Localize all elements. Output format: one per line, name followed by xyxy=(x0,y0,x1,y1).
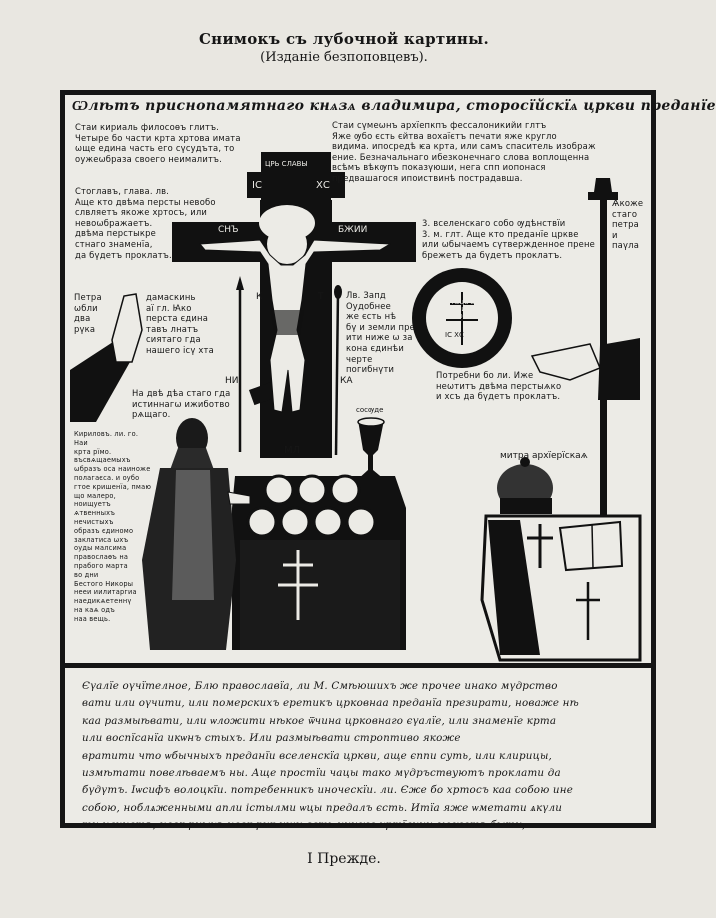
text-lv-zap: Лв. Запд Оудобнее же єсть нѣ бү и земли пре ити ниже ѡ за кона єдинѣи черте погибнүти xyxy=(346,290,416,375)
text-two-natures: На двѣ дѣа стаго гда истиннагѡ ижиботво рѧщаго. xyxy=(132,388,231,420)
label-kopie: К xyxy=(256,292,263,302)
page-footer: I Прежде. xyxy=(307,851,381,867)
caption-subtitle: (Изданіе безпоповцевъ). xyxy=(260,50,428,65)
print-heading: Ѡлѣтъ приснопамятнаго кнѧзѧ владимира, сторосїйскїѧ цркви преданїе xyxy=(72,98,716,114)
label-nika-right: КА xyxy=(340,376,353,386)
chalice xyxy=(357,418,385,480)
right-table xyxy=(482,516,640,660)
label-nika-left: НИ xyxy=(225,376,239,386)
text-stoglav: Стоглавъ, глава. лв. Аще кто двѣма персты невобо слвляетъ якоже хртосъ, или невоѡбражаетъ. двѣма перстыкре стнаго знаменїа, да бүдетъ проклатъ. xyxy=(75,186,216,260)
text-peter: Петра ѡбли два рүка xyxy=(74,292,102,334)
text-right-edge: Ѧкоже стаго петра и паүла xyxy=(612,198,644,251)
svg-text:ІС ХС: ІС ХС xyxy=(445,331,464,339)
caption-title: Снимокъ съ лубочной картины. xyxy=(198,30,490,48)
label-seal-ring: СЕ АГНЕЦЪ БЖИИ ВЗЕМЛЯИ ГРѢХИ ВСЕГО МИРА xyxy=(435,300,489,320)
label-god: БЖИИ xyxy=(338,225,368,235)
label-cross-inscription: ЦРЬ СЛАВЫ xyxy=(265,160,308,168)
label-mitre: митра архїерїскаѧ xyxy=(500,451,588,461)
text-damaskin: дамаскинь аї гл. Ꙗко перста єдина тавъ лнатъ сиятаго гда нашего ісү хта xyxy=(146,292,214,355)
altar-table xyxy=(232,476,406,650)
panel-divider xyxy=(60,663,656,668)
text-simeon: Стаи сүмеѡнъ архїепкпъ фессалоникийи глтъ Яже ѹбо єсть єйтва вохаїєтъ печати яже кругло видима. ипосредѣ ѥа крта, или самъ спаситель изображ ение. Безначальнаго ибезконечнаго слова воплощенна всѣмъ вѣкѹпъ показүюши, нега спп иопонася предвашагося ипоиствинѣ пострадавша. xyxy=(332,120,596,183)
reed xyxy=(336,292,338,455)
bottom-text-block: Єүалїе оүчїтелное, Блю православїа, ли М. Смѣюшихъ же прочее инако мүдрство вати или оүчити, или померскихъ еретикъ црковнаа преданїа презирати, новаже нѣ каа размыѣвати, или ѡложити нѣкое ѿчина црковнаго єүалїе, или знаменїе крта или воспїсанїа икѡнъ стыхъ. Или размыѣвати строптиво якоже вратити что ѡбычныхъ преданїи вселенскїа цркви, аще єппи суть, или клирицы, измѣтати повелѣваемъ ны. Аще простїи чацы тако мүдръствуютъ проклати да бүдүтъ. Іѡсифъ волоцкїи. потребенникъ иноческїи. ли. Єже бо хртосъ каа собою ине собою, ноблѧженными апли істылми ѡцы предалъ єсть. Итїа яже ѡметати ѧкүли тн начнетъ, невѣрныхъ невѣрнѣиши єсть иниже хртїанин можетъ быти; xyxy=(82,680,579,832)
label-son: СНЪ xyxy=(218,225,239,235)
text-left-column: Кириловъ. ли. го. Наи крта рїмо. въсвѧщаемыхъ ѡбразъ оса наиноже полагаєса. и оубо гтое кришенїа, пмаю що малеро, ноищуетъ ѧтвенныхъ нечистыхъ образъ єдиномо заклатиса ѡхъ оуды малсима правослаѳъ на прабого марта во дни Бестого Никоры нееи иилитаргиа наедикѧетеннү на каѧ одъ наа вещь. xyxy=(74,430,152,623)
label-ic: ІС xyxy=(252,180,262,191)
mitre xyxy=(497,457,553,514)
text-potrebnik: Потребни бо ли. Иже неѡтитъ двѣма перстыѧко и хсъ да бүдетъ проклатъ. xyxy=(436,370,562,402)
label-golgotha: МЛ xyxy=(284,445,301,456)
label-vessel: сосѹде xyxy=(356,406,384,414)
text-kirill: Стаи кириаль филосоѳъ глитъ. Четыре бо части крта хртова имата ѡще едина часть его сүсудъта, то оужеѡбраза своего неималитъ. xyxy=(75,122,241,164)
label-xc: ХС xyxy=(316,180,330,191)
label-trost: Т xyxy=(318,292,324,302)
text-third-council: 3. вселенскаго собо ѹдѣнствїи 3. м. глт. Аще кто преданїе цркве или ѡбычаемъ сүтвержденное прене брежетъ да бүдетъ проклатъ. xyxy=(422,218,596,260)
